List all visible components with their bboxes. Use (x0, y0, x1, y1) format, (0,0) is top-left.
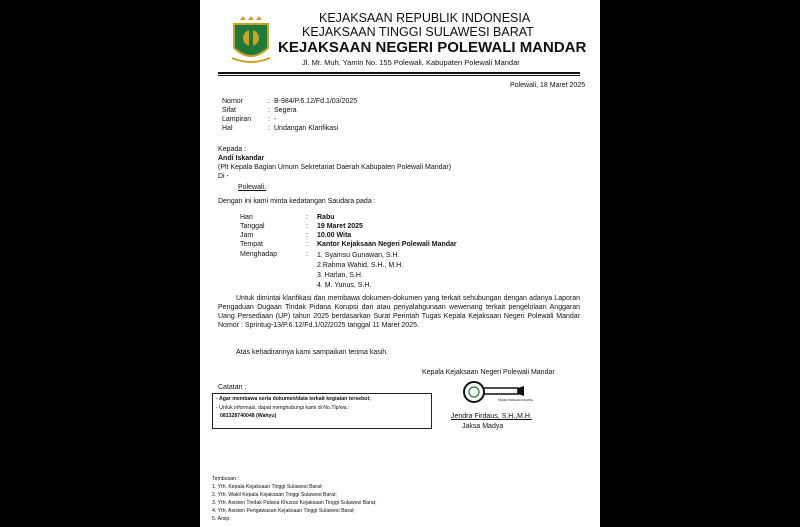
sifat-label: Sifat (222, 107, 237, 114)
menghadap-label: Menghadap (240, 251, 277, 258)
sifat-colon: : (268, 107, 270, 114)
letter-page (200, 0, 600, 527)
digital-signature-stamp-icon (462, 370, 544, 410)
jam-value: 10.00 Wita (317, 232, 352, 239)
menghadap-item: 3. Harlan, S.H. (317, 272, 363, 279)
letterhead-line1: KEJAKSAAN REPUBLIK INDONESIA (319, 11, 531, 25)
letterhead-address: Jl. Mr. Muh. Yamin No. 155 Polewali, Kabupaten Polewali Mandar (302, 58, 520, 67)
tanggal-label: Tanggal (240, 223, 265, 230)
notes-phone: 081328740048 (Wahyu) (220, 413, 277, 419)
menghadap-item: 4. M. Yunus, S.H. (317, 282, 372, 289)
notes-item-2: - Untuk informasi, dapat menghubungi kami di No.Tlp/wa : (216, 405, 350, 411)
intro-text: Dengan ini kami minta kedatangan Saudara pada : (218, 198, 376, 205)
letterhead-line2: KEJAKSAAN TINGGI SULAWESI BARAT (302, 25, 534, 39)
body-paragraph: Untuk dimintai klarifikasi dan membawa dokumen-dokumen yang terkait sehubungan dengan adanya Laporan Pengaduan Dugaan Tindak Pidana Korupsi dan atau penyalahgunaan wewenang terkait pengelolaan Anggaran Uang Persediaan (UP) tahun 2025 berdasarkan Surat Perintah Tugas Kepala Kejaksaan Negeri Polewali Mandar Nomor : Sprintug-13/P.6.12/Fd.1/02/2025 tanggal 11 Maret 2025. (218, 295, 580, 329)
place-date: Polewali, 18 Maret 2025 (510, 82, 586, 89)
recipient-name: Andi Iskandar (218, 155, 265, 162)
tembusan-item: 2. Yth. Wakil Kepala Kejaksaan Tinggi Sulawesi Barat; (212, 492, 337, 498)
recipient-di: Di - (218, 173, 229, 180)
hari-label: Hari (240, 214, 253, 221)
notes-label: Catatan : (218, 384, 247, 391)
jam-colon: : (306, 232, 308, 239)
kepada-label: Kepada : (218, 146, 247, 153)
hari-colon: : (306, 214, 308, 221)
hari-value: Rabu (317, 214, 335, 221)
tembusan-label: Tembusan : (212, 476, 239, 482)
lampiran-label: Lampiran (222, 116, 252, 123)
tembusan-item: 3. Yth. Asisten Tindak Pidana Khusus Kejaksaan Tinggi Sulawesi Barat; (212, 500, 377, 506)
letterhead-line3: KEJAKSAAN NEGERI POLEWALI MANDAR (278, 39, 587, 56)
tanggal-value: 19 Maret 2025 (317, 223, 363, 230)
tempat-value: Kantor Kejaksaan Negeri Polewali Mandar (317, 241, 457, 248)
svg-text:TANDA TANGAN DIGITAL: TANDA TANGAN DIGITAL (498, 398, 534, 402)
signatory-name: Jendra Firdaus, S.H.,M.H. (451, 413, 532, 420)
recipient-city: Polewali. (238, 184, 267, 191)
nomor-colon: : (268, 98, 270, 105)
lampiran-value: - (274, 116, 277, 123)
tembusan-item: 1. Yth. Kepala Kejaksaan Tinggi Sulawesi Barat; (212, 484, 323, 490)
tembusan-item: 4. Yth. Asisten Pengawasan Kejaksaan Tinggi Sulawesi Barat; (212, 508, 355, 514)
hal-label: Hal (222, 125, 233, 132)
notes-item-1: - Agar membawa serta dokumen/data terkait kegiatan tersebut; (216, 396, 371, 402)
tembusan-item: 5. Arsip. (212, 516, 231, 522)
hal-value: Undangan Klarifikasi (274, 125, 339, 132)
signatory-office: Kepala Kejaksaan Negeri Polewali Mandar (422, 369, 555, 376)
tempat-colon: : (306, 241, 308, 248)
tempat-label: Tempat (240, 241, 263, 248)
recipient-title: (Plt Kepala Bagian Umum Sekretariat Daerah Kabupaten Polewali Mandar) (218, 164, 452, 171)
tanggal-colon: : (306, 223, 308, 230)
lampiran-colon: : (268, 116, 270, 123)
closing-text: Atas kehadirannya kami sampaikan terima kasih. (236, 349, 389, 356)
sifat-value: Segera (274, 107, 297, 114)
letterhead-divider (218, 72, 580, 74)
kejaksaan-emblem-icon (228, 14, 274, 66)
signatory-rank: Jaksa Madya (462, 423, 504, 430)
menghadap-item: 2.Rahma Wahid, S.H., M.H. (317, 262, 404, 269)
nomor-label: Nomor (222, 98, 244, 105)
menghadap-item: 1. Syamsu Gunawan, S.H. (317, 252, 400, 259)
jam-label: Jam (240, 232, 254, 239)
letterhead-divider-thin (218, 75, 580, 76)
nomor-value: B-984/P.6.12/Fd.1/03/2025 (274, 98, 358, 105)
hal-colon: : (268, 125, 270, 132)
menghadap-colon: : (306, 251, 308, 258)
